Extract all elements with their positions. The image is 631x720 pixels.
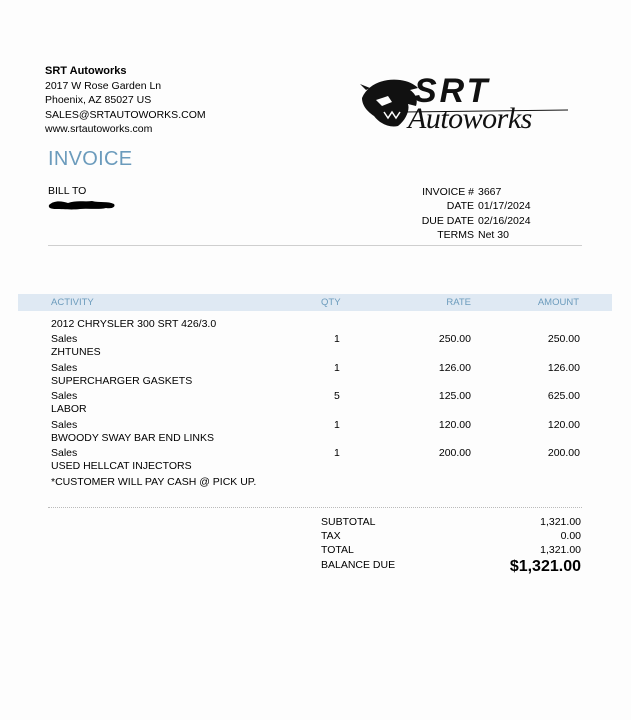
- row-rate: 250.00: [438, 333, 471, 345]
- header-amount: AMOUNT: [537, 297, 579, 308]
- meta-due-date: [360, 214, 540, 228]
- row-description: SUPERCHARGER GASKETS: [51, 374, 193, 387]
- redacted-customer-name: [48, 199, 118, 211]
- table-row: [0, 447, 631, 476]
- logo-autoworks-text: Autoworks: [408, 102, 532, 134]
- row-amount: 625.00: [547, 390, 580, 402]
- dotted-divider: [48, 507, 582, 508]
- meta-date: [360, 199, 540, 213]
- row-qty: 1: [334, 418, 340, 431]
- table-row: [0, 333, 631, 362]
- total-label: TOTAL: [321, 544, 354, 557]
- company-email: SALES@SRTAUTOWORKS.COM: [45, 108, 206, 121]
- row-description: USED HELLCAT INJECTORS: [51, 460, 192, 472]
- meta-label: DATE: [446, 200, 474, 213]
- logo-srt-text: SRT: [414, 72, 491, 110]
- bill-to-label: BILL TO: [48, 185, 87, 197]
- table-row: [0, 362, 631, 391]
- row-qty: 1: [334, 447, 340, 459]
- meta-invoice-number: [360, 185, 540, 199]
- tax-value: 0.00: [560, 530, 581, 543]
- row-activity: [51, 390, 87, 416]
- row-category: Sales: [51, 333, 78, 345]
- meta-value: 02/16/2024: [478, 214, 531, 227]
- row-description: ZHTUNES: [51, 346, 101, 358]
- invoice-title: INVOICE: [48, 148, 133, 170]
- total-value: 1,321.00: [540, 544, 581, 557]
- row-category: Sales: [51, 361, 78, 374]
- meta-label: INVOICE #: [422, 186, 474, 198]
- meta-value: 3667: [478, 186, 502, 198]
- company-website: www.srtautoworks.com: [45, 123, 153, 136]
- row-activity: [51, 447, 192, 473]
- company-info: [45, 64, 206, 137]
- row-description: BWOODY SWAY BAR END LINKS: [51, 431, 214, 444]
- invoice-note: *CUSTOMER WILL PAY CASH @ PICK UP.: [51, 476, 257, 488]
- row-amount: 250.00: [547, 333, 580, 345]
- divider: [48, 245, 582, 246]
- row-rate: 200.00: [438, 447, 471, 459]
- balance-due-row: [321, 558, 581, 576]
- subtotal-value: 1,321.00: [540, 516, 581, 528]
- row-category: Sales: [51, 418, 78, 431]
- row-activity: [51, 333, 101, 359]
- balance-due-value: $1,321.00: [509, 557, 581, 575]
- row-qty: 1: [334, 361, 340, 374]
- table-row: [0, 390, 631, 419]
- company-address-line1: 2017 W Rose Garden Ln: [45, 79, 162, 92]
- header-rate: RATE: [446, 297, 471, 308]
- meta-terms: [360, 228, 540, 242]
- table-row: [0, 419, 631, 448]
- row-amount: 120.00: [547, 418, 580, 431]
- company-name: SRT Autoworks: [45, 65, 127, 77]
- company-address-line2: Phoenix, AZ 85027 US: [45, 94, 152, 107]
- row-qty: 1: [334, 333, 340, 345]
- table-header: [18, 294, 612, 311]
- subtotal-label: SUBTOTAL: [321, 516, 376, 528]
- row-qty: 5: [334, 390, 340, 402]
- meta-value: 01/17/2024: [478, 200, 531, 213]
- header-qty: QTY: [321, 297, 341, 308]
- row-description: LABOR: [51, 403, 87, 415]
- tax-label: TAX: [321, 530, 341, 543]
- invoice-meta: [360, 185, 540, 243]
- total-row: [321, 543, 581, 557]
- row-activity: [51, 419, 214, 445]
- line-items: [0, 333, 631, 476]
- totals-block: [321, 515, 581, 576]
- row-rate: 126.00: [438, 361, 471, 374]
- vehicle-heading: 2012 CHRYSLER 300 SRT 426/3.0: [51, 318, 217, 330]
- company-logo: [358, 70, 573, 134]
- meta-label: TERMS: [437, 229, 474, 242]
- tax-row: [321, 529, 581, 543]
- header-activity: ACTIVITY: [51, 297, 94, 308]
- row-amount: 200.00: [547, 447, 580, 459]
- balance-due-label: BALANCE DUE: [321, 558, 396, 571]
- row-category: Sales: [51, 447, 78, 459]
- row-rate: 120.00: [438, 418, 471, 431]
- row-rate: 125.00: [438, 390, 471, 402]
- meta-label: DUE DATE: [421, 214, 474, 227]
- row-activity: [51, 362, 192, 388]
- row-category: Sales: [51, 390, 78, 402]
- subtotal-row: [321, 515, 581, 529]
- meta-value: Net 30: [478, 229, 509, 242]
- row-amount: 126.00: [547, 361, 580, 374]
